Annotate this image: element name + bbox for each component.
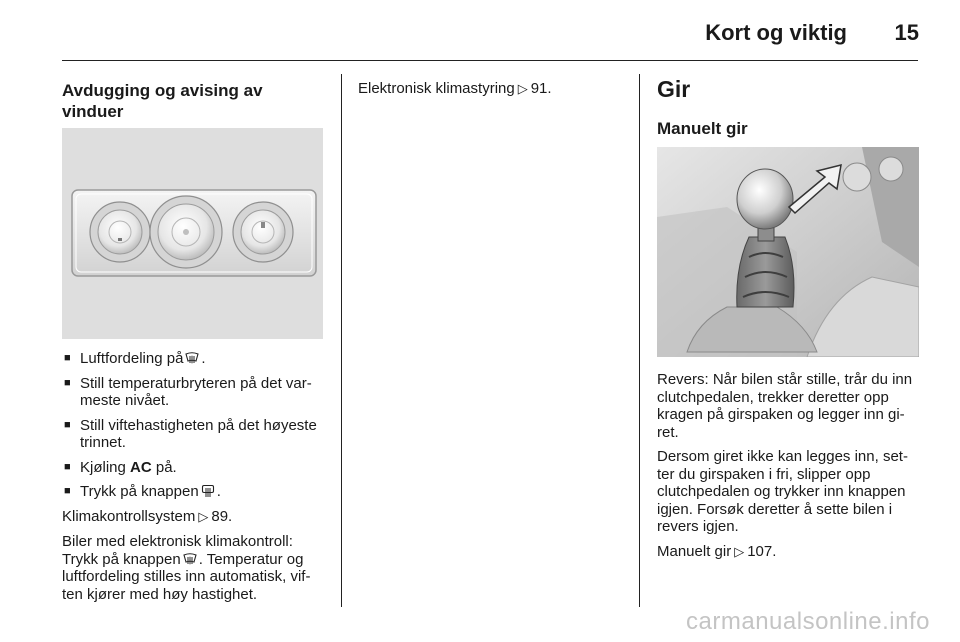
auto-climate-paragraph: Biler med elektronisk klimakontroll: Trykk på knappen . Temperatur og luftfordeling stilles inn automatisk, vif-ten kjører med høy hastighet. (62, 533, 311, 603)
header-divider (62, 60, 918, 61)
subsection-heading: Manuelt gir (657, 119, 748, 138)
list-item: ■ Still viftehastigheten på det høyeste trinnet. (62, 417, 324, 452)
cross-reference[interactable]: Klimakontrollsystem ▷ 89. (62, 507, 233, 525)
climate-panel-illustration (62, 128, 323, 339)
cross-reference[interactable]: Elektronisk klimastyring ▷ 91. (358, 80, 552, 97)
gear-lever-icon (657, 147, 919, 357)
section-heading-gear: Gir (657, 76, 691, 102)
list-item: ■ Trykk på knappen . (62, 483, 324, 501)
page-reference-icon: ▷ (198, 509, 209, 525)
page-reference-icon: ▷ (734, 544, 745, 560)
column-divider-1 (341, 74, 342, 607)
section-heading-defrost: Avdugging og avising av vinduer (62, 81, 263, 121)
page-number: 15 (894, 20, 919, 45)
list-item: ■ Still temperaturbryteren på det var-meste nivået. (62, 375, 324, 410)
climate-control-panel-icon (62, 128, 323, 339)
watermark: carmanualsonline.info (686, 608, 930, 635)
reverse-retry-paragraph: Dersom giret ikke kan legges inn, set-ter du girspaken i fri, slipper opp clutchpedalen og trykker inn knappen igjen. Forsøk deretter å sette bilen i revers igjen. (657, 448, 908, 535)
windscreen-defrost-icon (185, 351, 199, 365)
reverse-paragraph: Revers: Når bilen står stille, trår du inn clutchpedalen, trekker deretter opp kragen på girspaken og legger inn gi-ret. (657, 371, 913, 441)
rear-window-heat-icon (201, 484, 215, 498)
instruction-list (62, 350, 324, 501)
list-item: ■ Luftfordeling på . (62, 350, 324, 368)
running-header: Kort og viktig (705, 20, 847, 45)
gear-lever-illustration (657, 147, 919, 357)
cross-reference[interactable]: Manuelt gir ▷ 107. (657, 542, 777, 560)
list-item: ■ Kjøling AC på. (62, 459, 324, 477)
column-divider-2 (639, 74, 640, 607)
page-reference-icon: ▷ (517, 82, 528, 97)
gear-text-block (657, 371, 921, 568)
windscreen-defrost-icon (183, 552, 197, 566)
instruction-block (62, 350, 324, 610)
